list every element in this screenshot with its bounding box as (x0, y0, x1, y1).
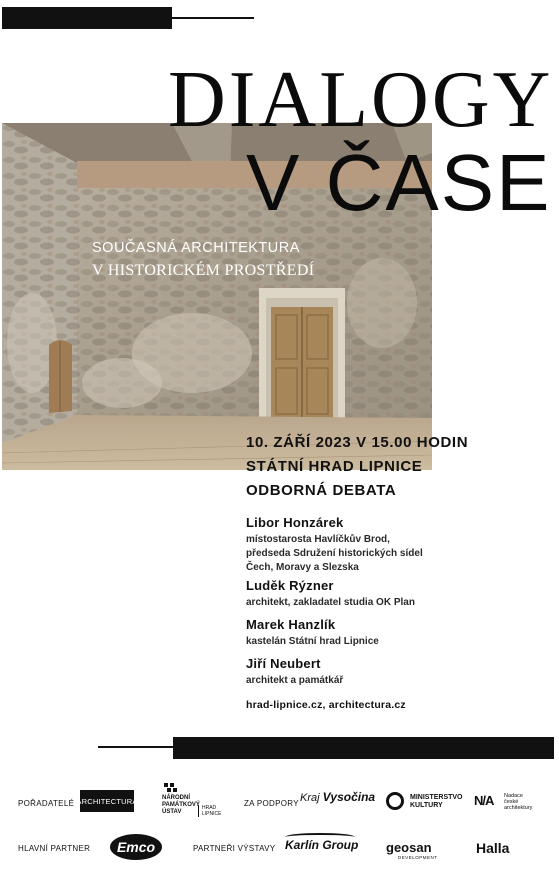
bottom-decor-line (98, 746, 173, 748)
speaker-entry (246, 578, 546, 610)
speaker-role: architekt, zakladatel studia OK Plan (246, 597, 415, 608)
architectura-logo: ARCHITECTURA (80, 790, 134, 812)
speaker-entry (246, 617, 546, 649)
npu-logo (162, 783, 230, 819)
event-venue: STÁTNÍ HRAD LIPNICE (246, 458, 423, 475)
poster-subtitle-line-1: SOUČASNÁ ARCHITEKTURA (92, 240, 300, 256)
geosan-logo: geosan (386, 840, 432, 855)
ministry-circle-icon (386, 792, 404, 810)
poster-title-line-2: V ČASE (246, 138, 552, 227)
nca-mark-icon: N/A (474, 793, 494, 808)
main-partner-label: HLAVNÍ PARTNER (18, 844, 91, 853)
npu-logo-text: NÁRODNÍ PAMÁTKOVÝ ÚSTAV (162, 795, 200, 815)
nca-logo (474, 793, 544, 813)
web-links[interactable]: hrad-lipnice.cz, architectura.cz (246, 699, 406, 711)
speaker-name: Marek Hanzlík (246, 617, 336, 632)
speaker-name: Libor Honzárek (246, 515, 344, 530)
speaker-name: Luděk Rýzner (246, 578, 334, 593)
speaker-entry (246, 515, 546, 575)
kraj-name: Vysočina (322, 790, 376, 804)
top-decor-bar (2, 7, 172, 29)
geosan-logo-subtext: DEVELOPMENT (398, 855, 438, 860)
speaker-role: kastelán Státní hrad Lipnice (246, 636, 379, 647)
karlin-group-logo: Karlín Group (285, 838, 359, 852)
speaker-role: architekt a památkář (246, 675, 344, 686)
ministry-culture-logo (386, 792, 463, 814)
ministry-logo-text: MINISTERSTVO KULTURY (410, 794, 463, 809)
organizers-label: POŘADATELÉ (18, 799, 75, 808)
support-label: ZA PODPORY (244, 799, 299, 808)
npu-logo-subtext: HRAD LIPNICE (198, 805, 221, 817)
exhibition-partners-label: PARTNEŘI VÝSTAVY (193, 844, 276, 853)
event-date: 10. ZÁŘÍ 2023 V 15.00 HODIN (246, 434, 469, 451)
halla-logo: Halla (476, 840, 510, 856)
top-decor-line (172, 17, 254, 19)
bottom-decor-bar (173, 737, 554, 759)
kraj-prefix: Kraj (300, 792, 320, 804)
emco-logo: Emco (110, 834, 162, 860)
speaker-role: místostarosta Havlíčkův Brod, předseda Sdružení historických sídel Čech, Moravy a Slezska (246, 534, 423, 573)
kraj-vysocina-logo (300, 790, 375, 804)
speaker-name: Jiří Neubert (246, 656, 321, 671)
poster-title-line-1: DIALOGY (168, 56, 554, 144)
npu-mark-icon (162, 783, 180, 795)
speaker-entry (246, 656, 546, 688)
poster-subtitle-line-2: V HISTORICKÉM PROSTŘEDÍ (92, 262, 315, 279)
nca-logo-text: Nadace české architektury (504, 793, 533, 811)
event-type: ODBORNÁ DEBATA (246, 482, 397, 499)
